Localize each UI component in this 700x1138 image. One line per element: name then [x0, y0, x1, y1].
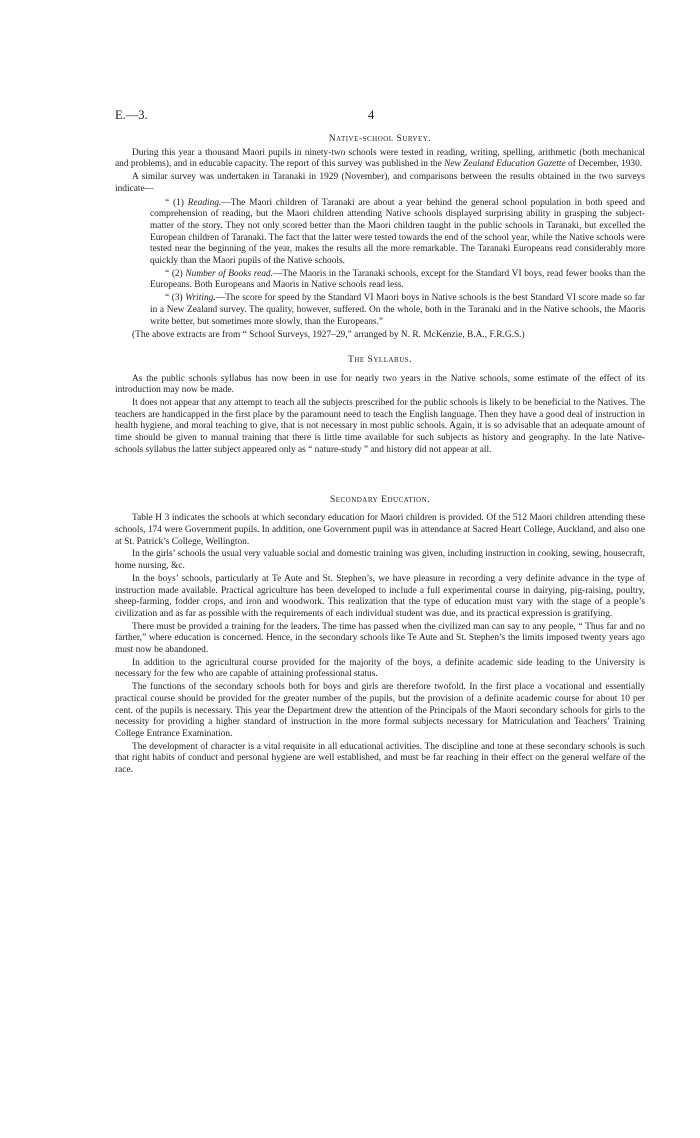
page-number: 4: [368, 108, 375, 122]
quote-heading: Writing.: [185, 293, 216, 304]
document-code: E.—3.: [115, 108, 148, 122]
section-title-syllabus: The Syllabus.: [347, 353, 413, 365]
quote-item-books: [150, 269, 645, 292]
quote-text: —The Maori children of Taranaki are about a year behind the general school population in both speed and comprehension of reading, but the Maori children attending Native schools displayed surprising ability in grasping the subject-matter of the story. They not only scored better than the Maori children taught in the public schools in Taranaki, but excelled the European children of Taranaki. The fact that the latter were tested towards the end of the school year, while the Native schools were tested near the beginning of the year, makes the results all the more remarkable. The Taranaki Europeans read considerably more quickly than the Maori pupils of the Native schools.: [150, 197, 645, 267]
secondary-paragraph: In the boys’ schools, particularly at Te Aute and St. Stephen’s, we have pleasure in recording a very definite advance in the type of instruction made available. Practical agriculture has been developed to include a full experimental course in dairying, pig-raising, poultry, sheep-farming, fodder crops, and iron and woodwork. This realization that the type of education must vary with the stage of a people’s civilization and as far as possible with the requirements of each individual student was due, and its practical expression is gratifying.: [115, 573, 645, 619]
quote-item-writing: [150, 293, 645, 328]
secondary-paragraph: In addition to the agricultural course provided for the majority of the boys, a definite academic side leading to the University is necessary for the few who are capable of attaining professional status.: [115, 657, 645, 680]
syllabus-paragraph: It does not appear that any attempt to teach all the subjects prescribed for the public schools is likely to be beneficial to the Natives. The teachers are handicapped in the first place by the paramount need to teach the English language. Then they have a good deal of instruction in health hygiene, and moral teaching to give, that is not necessary in most public schools. Again, it is so advisable that an adequate amount of time should be given to manual training that there is little time available for such subjects as history and geography. In the late Native-schools syllabus the latter subject appeared only as “ nature-study ” and history did not appear at all.: [115, 398, 645, 455]
quote-text: —The score for speed by the Standard VI Maori boys in Native schools is the best Standard VI score made so far in a New Zealand survey. The quality, however, suffered. On the whole, both in the Taranaki and in the Native schools, the Maoris write better, but sometimes more slowly, than the Europeans.”: [150, 293, 646, 327]
secondary-paragraph: The development of character is a vital requisite in all educational activities. The discipline and tone at these secondary schools is such that right habits of conduct and personal hygiene are well established, and must be far reaching in their effect on the general welfare of the race.: [115, 741, 645, 776]
publication-title: New Zealand Education Gazette: [444, 159, 566, 170]
page-body: [115, 133, 645, 777]
quote-number: “ (2): [165, 268, 186, 279]
quote-number: “ (1): [165, 197, 188, 208]
native-survey-paragraph: A similar survey was undertaken in Taranaki in 1929 (November), and comparisons between the results obtained in the two surveys indicate—: [115, 172, 645, 194]
page-header: [115, 108, 645, 124]
quote-text: —The Maoris in the Taranaki schools, except for the Standard VI boys, read fewer books than the Europeans. Both Europeans and Maoris in Native schools read less.: [150, 268, 646, 291]
secondary-paragraph: The functions of the secondary schools both for boys and girls are therefore twofold. In the first place a vocational and essentially practical course should be provided for the greater number of the pupils, but the provision of a definite academic course for about 10 per cent. of the pupils is necessary. This year the Department drew the attention of the Principals of the Maori secondary schools for girls to the necessity for providing a higher standard of instruction in the more formal subjects necessary for Matriculation and Teachers’ Training College Entrance Examination.: [115, 682, 645, 739]
syllabus-paragraph: As the public schools syllabus has now been in use for nearly two years in the Native schools, some estimate of the effect of its introduction may now be made.: [115, 373, 645, 396]
text-run: of December, 1930.: [565, 159, 643, 170]
native-survey-paragraph: [115, 148, 645, 171]
secondary-paragraph: Table H 3 indicates the schools at which secondary education for Maori children is provided. Of the 512 Maori children attending these schools, 174 were Government pupils. In addition, one Government pupil was in attendance at Sacred Heart College, Auckland, and also one at St. Patrick’s College, Wellington.: [115, 513, 645, 547]
secondary-paragraph: There must be provided a training for the leaders. The time has passed when the civilized man can say to any people, “ Thus far and no farther,” where education is concerned. Hence, in the secondary schools like Te Aute and St. Stephen’s the limits imposed twenty years ago must now be abandoned.: [115, 621, 645, 656]
quote-heading: Reading.: [187, 197, 222, 208]
section-title-native-school-survey: Native-school Survey.: [328, 133, 432, 144]
source-note: (The above extracts are from “ School Surveys, 1927–29,” arranged by N. R. McKenzie, B.A., F.R.G.S.): [132, 330, 525, 341]
section-title-secondary-education: Secondary Education.: [329, 493, 431, 505]
survey-quotation: [150, 198, 645, 329]
secondary-paragraph: In the girls’ schools the usual very valuable social and domestic training was given, including instruction in cooking, sewing, housecraft, home nursing, &c.: [115, 549, 645, 572]
quote-number: “ (3): [165, 293, 186, 304]
quote-heading: Number of Books read.: [185, 268, 273, 279]
text-run: During this year a thousand Maori pupils in ninety-two schools were tested in reading, writing, spelling, arithmetic (both mechanical and problems), and in educable capacity. The report of this survey was published in the: [115, 147, 645, 170]
quote-item-reading: [150, 198, 645, 268]
